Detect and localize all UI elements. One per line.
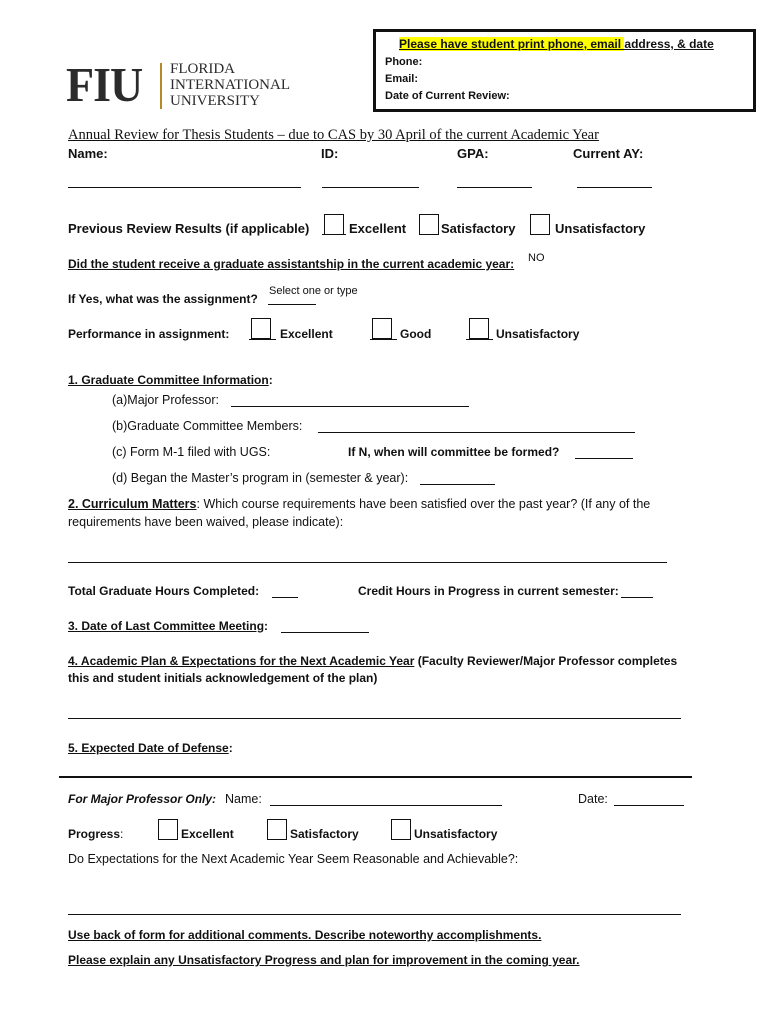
began-program-label: (d) Began the Master’s program in (semester & year): [112, 471, 409, 485]
meeting-heading-text: 3. Date of Last Committee Meeting [68, 619, 265, 633]
progress-excellent-label: Excellent [181, 827, 234, 841]
committee-formed-label: If N, when will committee be formed? [348, 445, 560, 459]
began-program-field[interactable] [420, 484, 495, 485]
meeting-heading [68, 619, 268, 633]
curriculum-heading: 2. Curriculum Matters [68, 497, 197, 511]
professor-date-field[interactable] [614, 805, 684, 806]
previous-review-label: Previous Review Results (if applicable) [68, 221, 310, 236]
total-hours-label: Total Graduate Hours Completed: [68, 584, 260, 598]
assistantship-answer[interactable]: NO [528, 252, 545, 264]
curriculum-answer-field[interactable] [68, 562, 667, 563]
gpa-label: GPA: [457, 146, 489, 161]
logo-line-3: UNIVERSITY [170, 93, 260, 109]
plan-line-1 [68, 654, 677, 668]
prev-unsatisfactory-label: Unsatisfactory [555, 221, 646, 236]
progress-unsatisfactory-label: Unsatisfactory [414, 827, 498, 841]
performance-label: Performance in assignment: [68, 327, 230, 341]
curriculum-text-2: requirements have been waived, please indicate): [68, 515, 344, 529]
curriculum-line-1 [68, 497, 650, 511]
progress-label-colon: : [120, 827, 124, 841]
meeting-date-field[interactable] [281, 632, 369, 633]
perf-unsatisfactory-checkbox[interactable] [469, 318, 489, 339]
progress-label [68, 827, 123, 841]
assignment-label: If Yes, what was the assignment? [68, 292, 258, 306]
perf-unsatisfactory-underline [466, 339, 493, 340]
notice-text [399, 37, 714, 51]
committee-members-field[interactable] [318, 432, 635, 433]
perf-good-label: Good [400, 327, 432, 341]
major-professor-field[interactable] [231, 406, 469, 407]
perf-excellent-underline [249, 339, 276, 340]
committee-heading-text: 1. Graduate Committee Information [68, 373, 269, 387]
defense-heading [68, 741, 233, 755]
name-label: Name: [68, 146, 108, 161]
plan-text-2: this and student initials acknowledgement of the plan) [68, 671, 378, 685]
curriculum-text-1: : Which course requirements have been satisfied over the past year? (If any of the [196, 497, 651, 511]
expectations-answer-field[interactable] [68, 914, 681, 915]
phone-label[interactable]: Phone: [385, 56, 423, 68]
current-ay-label: Current AY: [573, 146, 644, 161]
progress-excellent-checkbox[interactable] [158, 819, 178, 840]
plan-heading: 4. Academic Plan & Expectations for the Next Academic Year [68, 654, 415, 668]
progress-label-text: Progress [68, 827, 121, 841]
assignment-select[interactable]: Select one or type [269, 285, 358, 297]
form-m1-label: (c) Form M-1 filed with UGS: [112, 445, 271, 459]
progress-unsatisfactory-checkbox[interactable] [391, 819, 411, 840]
prev-unsatisfactory-checkbox[interactable] [530, 214, 550, 235]
committee-heading [68, 373, 273, 387]
prev-satisfactory-label: Satisfactory [441, 221, 516, 236]
name-field[interactable] [68, 187, 301, 188]
perf-excellent-checkbox[interactable] [251, 318, 271, 339]
defense-heading-colon: : [228, 741, 233, 755]
major-professor-label: (a)Major Professor: [112, 393, 219, 407]
footer-unsatisfactory-note: Please explain any Unsatisfactory Progress and plan for improvement in the coming year. [68, 953, 580, 967]
progress-satisfactory-label: Satisfactory [290, 827, 359, 841]
id-label: ID: [321, 146, 339, 161]
perf-good-underline [370, 339, 397, 340]
defense-heading-text: 5. Expected Date of Defense [68, 741, 229, 755]
committee-formed-field[interactable] [575, 458, 633, 459]
prev-excellent-checkbox[interactable] [324, 214, 344, 235]
credit-hours-field[interactable] [621, 597, 653, 598]
logo-line-1: FLORIDA [170, 61, 236, 77]
logo-divider [160, 63, 162, 109]
credit-hours-label: Credit Hours in Progress in current semester: [358, 584, 619, 598]
perf-good-checkbox[interactable] [372, 318, 392, 339]
committee-heading-colon: : [268, 373, 273, 387]
perf-unsatisfactory-label: Unsatisfactory [496, 327, 580, 341]
assignment-underline [268, 304, 316, 305]
prev-excellent-label: Excellent [349, 221, 407, 236]
prev-excellent-underline [322, 234, 346, 235]
professor-section-divider [59, 776, 692, 778]
professor-heading: For Major Professor Only: [68, 792, 217, 806]
committee-members-label: (b)Graduate Committee Members: [112, 419, 303, 433]
plan-text-1: (Faculty Reviewer/Major Professor completes [414, 654, 678, 668]
current-ay-field[interactable] [577, 187, 652, 188]
meeting-heading-colon: : [264, 619, 269, 633]
perf-excellent-label: Excellent [280, 327, 333, 341]
logo-line-2: INTERNATIONAL [170, 77, 290, 93]
total-hours-field[interactable] [272, 597, 298, 598]
logo-mark: FIU [66, 57, 143, 112]
notice-rest: address, & date [624, 37, 714, 51]
professor-name-field[interactable] [270, 805, 502, 806]
gpa-field[interactable] [457, 187, 532, 188]
progress-satisfactory-checkbox[interactable] [267, 819, 287, 840]
footer-comments: Use back of form for additional comments. Describe noteworthy accomplishments. [68, 928, 542, 942]
review-date-label[interactable]: Date of Current Review: [385, 90, 510, 102]
notice-highlighted: Please have student print phone, email [399, 37, 625, 51]
prev-satisfactory-checkbox[interactable] [419, 214, 439, 235]
email-label[interactable]: Email: [385, 73, 419, 85]
plan-answer-field[interactable] [68, 718, 681, 719]
form-title: Annual Review for Thesis Students – due to CAS by 30 April of the current Academic Year [68, 127, 599, 143]
id-field[interactable] [322, 187, 419, 188]
expectations-question: Do Expectations for the Next Academic Year Seem Reasonable and Achievable?: [68, 852, 519, 866]
professor-date-label: Date: [578, 792, 608, 806]
assistantship-question: Did the student receive a graduate assistantship in the current academic year: [68, 257, 515, 271]
professor-name-label: Name: [225, 792, 262, 806]
